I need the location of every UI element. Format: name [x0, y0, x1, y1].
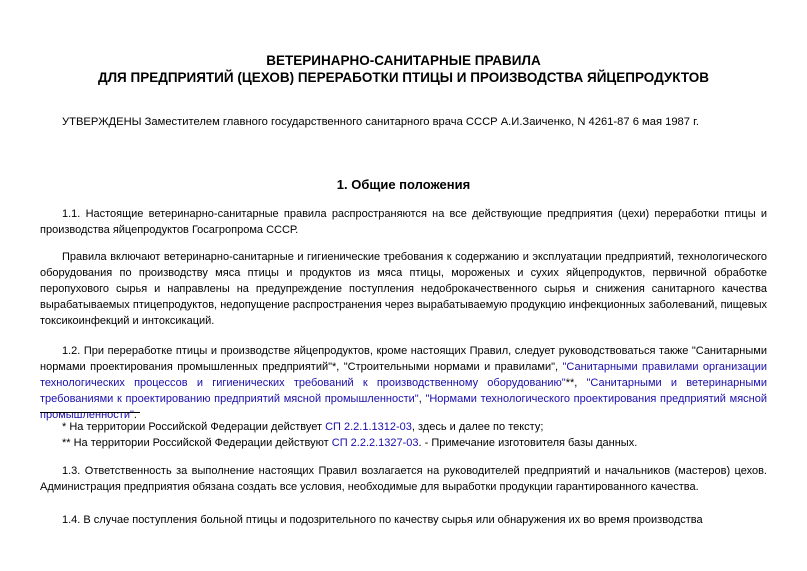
sp-2-2-1-1312-03-link[interactable]: СП 2.2.1.1312-03 — [325, 421, 412, 433]
sanitary-veterinary-requirements-link[interactable]: "Санитарными и ветеринарными требованиями к проектированию предприятий мясной промышленности" — [40, 377, 767, 405]
paragraph-1-4: 1.4. В случае поступления больной птицы и подозрительного по качеству сырья или обнаружения их во время производства — [62, 514, 703, 526]
paragraph-1-2-text-a: 1.2. При переработке птицы и производстве яйцепродуктов, кроме настоящих Правил, следует руководствоваться также "Санитарными нормами проектирования промышленных предприятий"*, "Строительными нормами и правилами", — [40, 345, 767, 373]
section-title: 1. Общие положения — [336, 177, 471, 192]
paragraph-1-2-text-c: , — [418, 393, 426, 405]
document-title-line-2: ДЛЯ ПРЕДПРИЯТИЙ (ЦЕХОВ) ПЕРЕРАБОТКИ ПТИЦЫ И ПРОИЗВОДСТВА ЯЙЦЕПРОДУКТОВ — [97, 70, 710, 85]
footnote-divider — [40, 412, 140, 413]
paragraph-1-2-text-d: . — [133, 409, 137, 421]
technological-design-norms-link[interactable]: "Нормами технологического проектирования предприятий мясной промышленности" — [40, 393, 767, 421]
sanitary-rules-link[interactable]: "Санитарными правилами организации технологических процессов и гигиенических требований к производственному оборудованию" — [40, 361, 768, 389]
approval-statement: УТВЕРЖДЕНЫ Заместителем главного государственного санитарного врача СССР А.И.Заиченко, N 4261-87 6 мая 1987 г. — [62, 116, 699, 128]
paragraph-1-2-text-b: **, — [565, 377, 587, 389]
footnote-1-text: * На территории Российской Федерации действует — [62, 421, 326, 433]
document-title-line-1: ВЕТЕРИНАРНО-САНИТАРНЫЕ ПРАВИЛА — [266, 53, 541, 68]
sp-2-2-2-1327-03-link[interactable]: СП 2.2.2.1327-03 — [331, 437, 419, 449]
footnote-1-suffix: , здесь и далее по тексту; — [411, 421, 544, 433]
footnote-2-suffix: . - Примечание изготовителя базы данных. — [418, 437, 638, 449]
footnote-1 — [62, 420, 543, 434]
paragraph-1-3: 1.3. Ответственность за выполнение настоящих Правил возлагается на руководителей предприятий и начальников (мастеров) цехов. Администрация предприятия обязана создать все условия, необходимые для выработки продукции гарантированного качества. — [40, 465, 767, 493]
footnote-2 — [62, 436, 637, 450]
paragraph-1-1: 1.1. Настоящие ветеринарно-санитарные правила распространяются на все действующие предприятия (цехи) переработки птицы и производства яйцепродуктов Госагропрома СССР. — [40, 208, 767, 236]
footnote-2-text: ** На территории Российской Федерации действуют — [62, 437, 332, 449]
paragraph-rules-scope: Правила включают ветеринарно-санитарные и гигиенические требования к содержанию и эксплуатации предприятий, технологического оборудования по производству мяса птицы и продуктов из мяса птицы, мороженых и сухих яйцепродуктов, первичной обработке перопухового сырья и направлены на предупреждение поступления недоброкачественного сырья и снижения санитарного качества вырабатываемых птицепродуктов, недопущение распространения через вырабатываемую продукцию инфекционных заболеваний, пищевых токсикоинфекций и интоксикаций. — [40, 251, 767, 327]
paragraph-1-2 — [40, 343, 767, 423]
